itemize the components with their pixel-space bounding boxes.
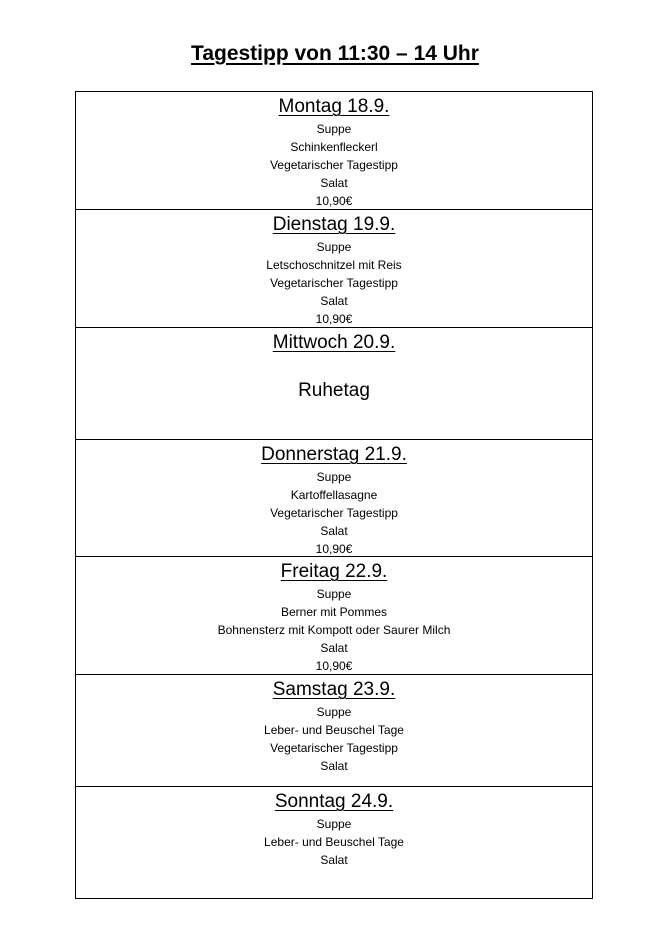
- day-row-monday: [76, 92, 592, 210]
- dish-item: Salat: [320, 641, 348, 655]
- dish-list: [76, 703, 592, 775]
- day-row-saturday: [76, 675, 592, 787]
- dish-item: Vegetarischer Tagestipp: [270, 741, 398, 755]
- dish-list: [76, 585, 592, 675]
- dish-item: Salat: [320, 524, 348, 538]
- day-heading: Sonntag 24.9.: [274, 791, 394, 812]
- dish-item: Vegetarischer Tagestipp: [270, 506, 398, 520]
- day-row-wednesday: [76, 328, 592, 440]
- dish-item: Salat: [320, 294, 348, 308]
- day-heading: Dienstag 19.9.: [272, 214, 396, 235]
- dish-list: [76, 238, 592, 328]
- day-row-friday: [76, 557, 592, 675]
- closed-note: Ruhetag: [298, 380, 370, 401]
- day-heading: Mittwoch 20.9.: [272, 332, 396, 353]
- dish-item: Vegetarischer Tagestipp: [270, 276, 398, 290]
- dish-item: Letschoschnitzel mit Reis: [266, 258, 402, 272]
- price: 10,90€: [315, 194, 353, 208]
- price: 10,90€: [315, 312, 353, 326]
- dish-item: Vegetarischer Tagestipp: [270, 158, 398, 172]
- day-heading: Montag 18.9.: [278, 96, 390, 117]
- dish-item: Suppe: [316, 122, 352, 136]
- dish-item: Suppe: [316, 470, 352, 484]
- price: 10,90€: [315, 542, 353, 556]
- dish-item: Berner mit Pommes: [280, 605, 388, 619]
- day-heading: Donnerstag 21.9.: [261, 444, 407, 465]
- dish-item: Leber- und Beuschel Tage: [264, 835, 404, 849]
- dish-item: Kartoffellasagne: [290, 488, 378, 502]
- dish-item: Salat: [320, 759, 348, 773]
- dish-item: Salat: [320, 176, 348, 190]
- day-heading: Samstag 23.9.: [272, 679, 396, 700]
- page-title: Tagestipp von 11:30 – 14 Uhr: [191, 42, 479, 65]
- dish-item: Suppe: [316, 240, 352, 254]
- dish-item: Suppe: [316, 587, 352, 601]
- dish-item: Salat: [320, 853, 348, 867]
- dish-item: Bohnensterz mit Kompott oder Saurer Milch: [217, 623, 451, 637]
- dish-list: [76, 468, 592, 558]
- day-row-thursday: [76, 440, 592, 557]
- menu-table: [75, 91, 593, 899]
- dish-item: Leber- und Beuschel Tage: [264, 723, 404, 737]
- day-row-tuesday: [76, 210, 592, 328]
- day-row-sunday: [76, 787, 592, 898]
- dish-list: [76, 815, 592, 869]
- dish-item: Schinkenfleckerl: [290, 140, 378, 154]
- dish-item: Suppe: [316, 705, 352, 719]
- price: 10,90€: [315, 659, 353, 673]
- dish-item: Suppe: [316, 817, 352, 831]
- dish-list: [76, 120, 592, 210]
- day-heading: Freitag 22.9.: [280, 561, 388, 582]
